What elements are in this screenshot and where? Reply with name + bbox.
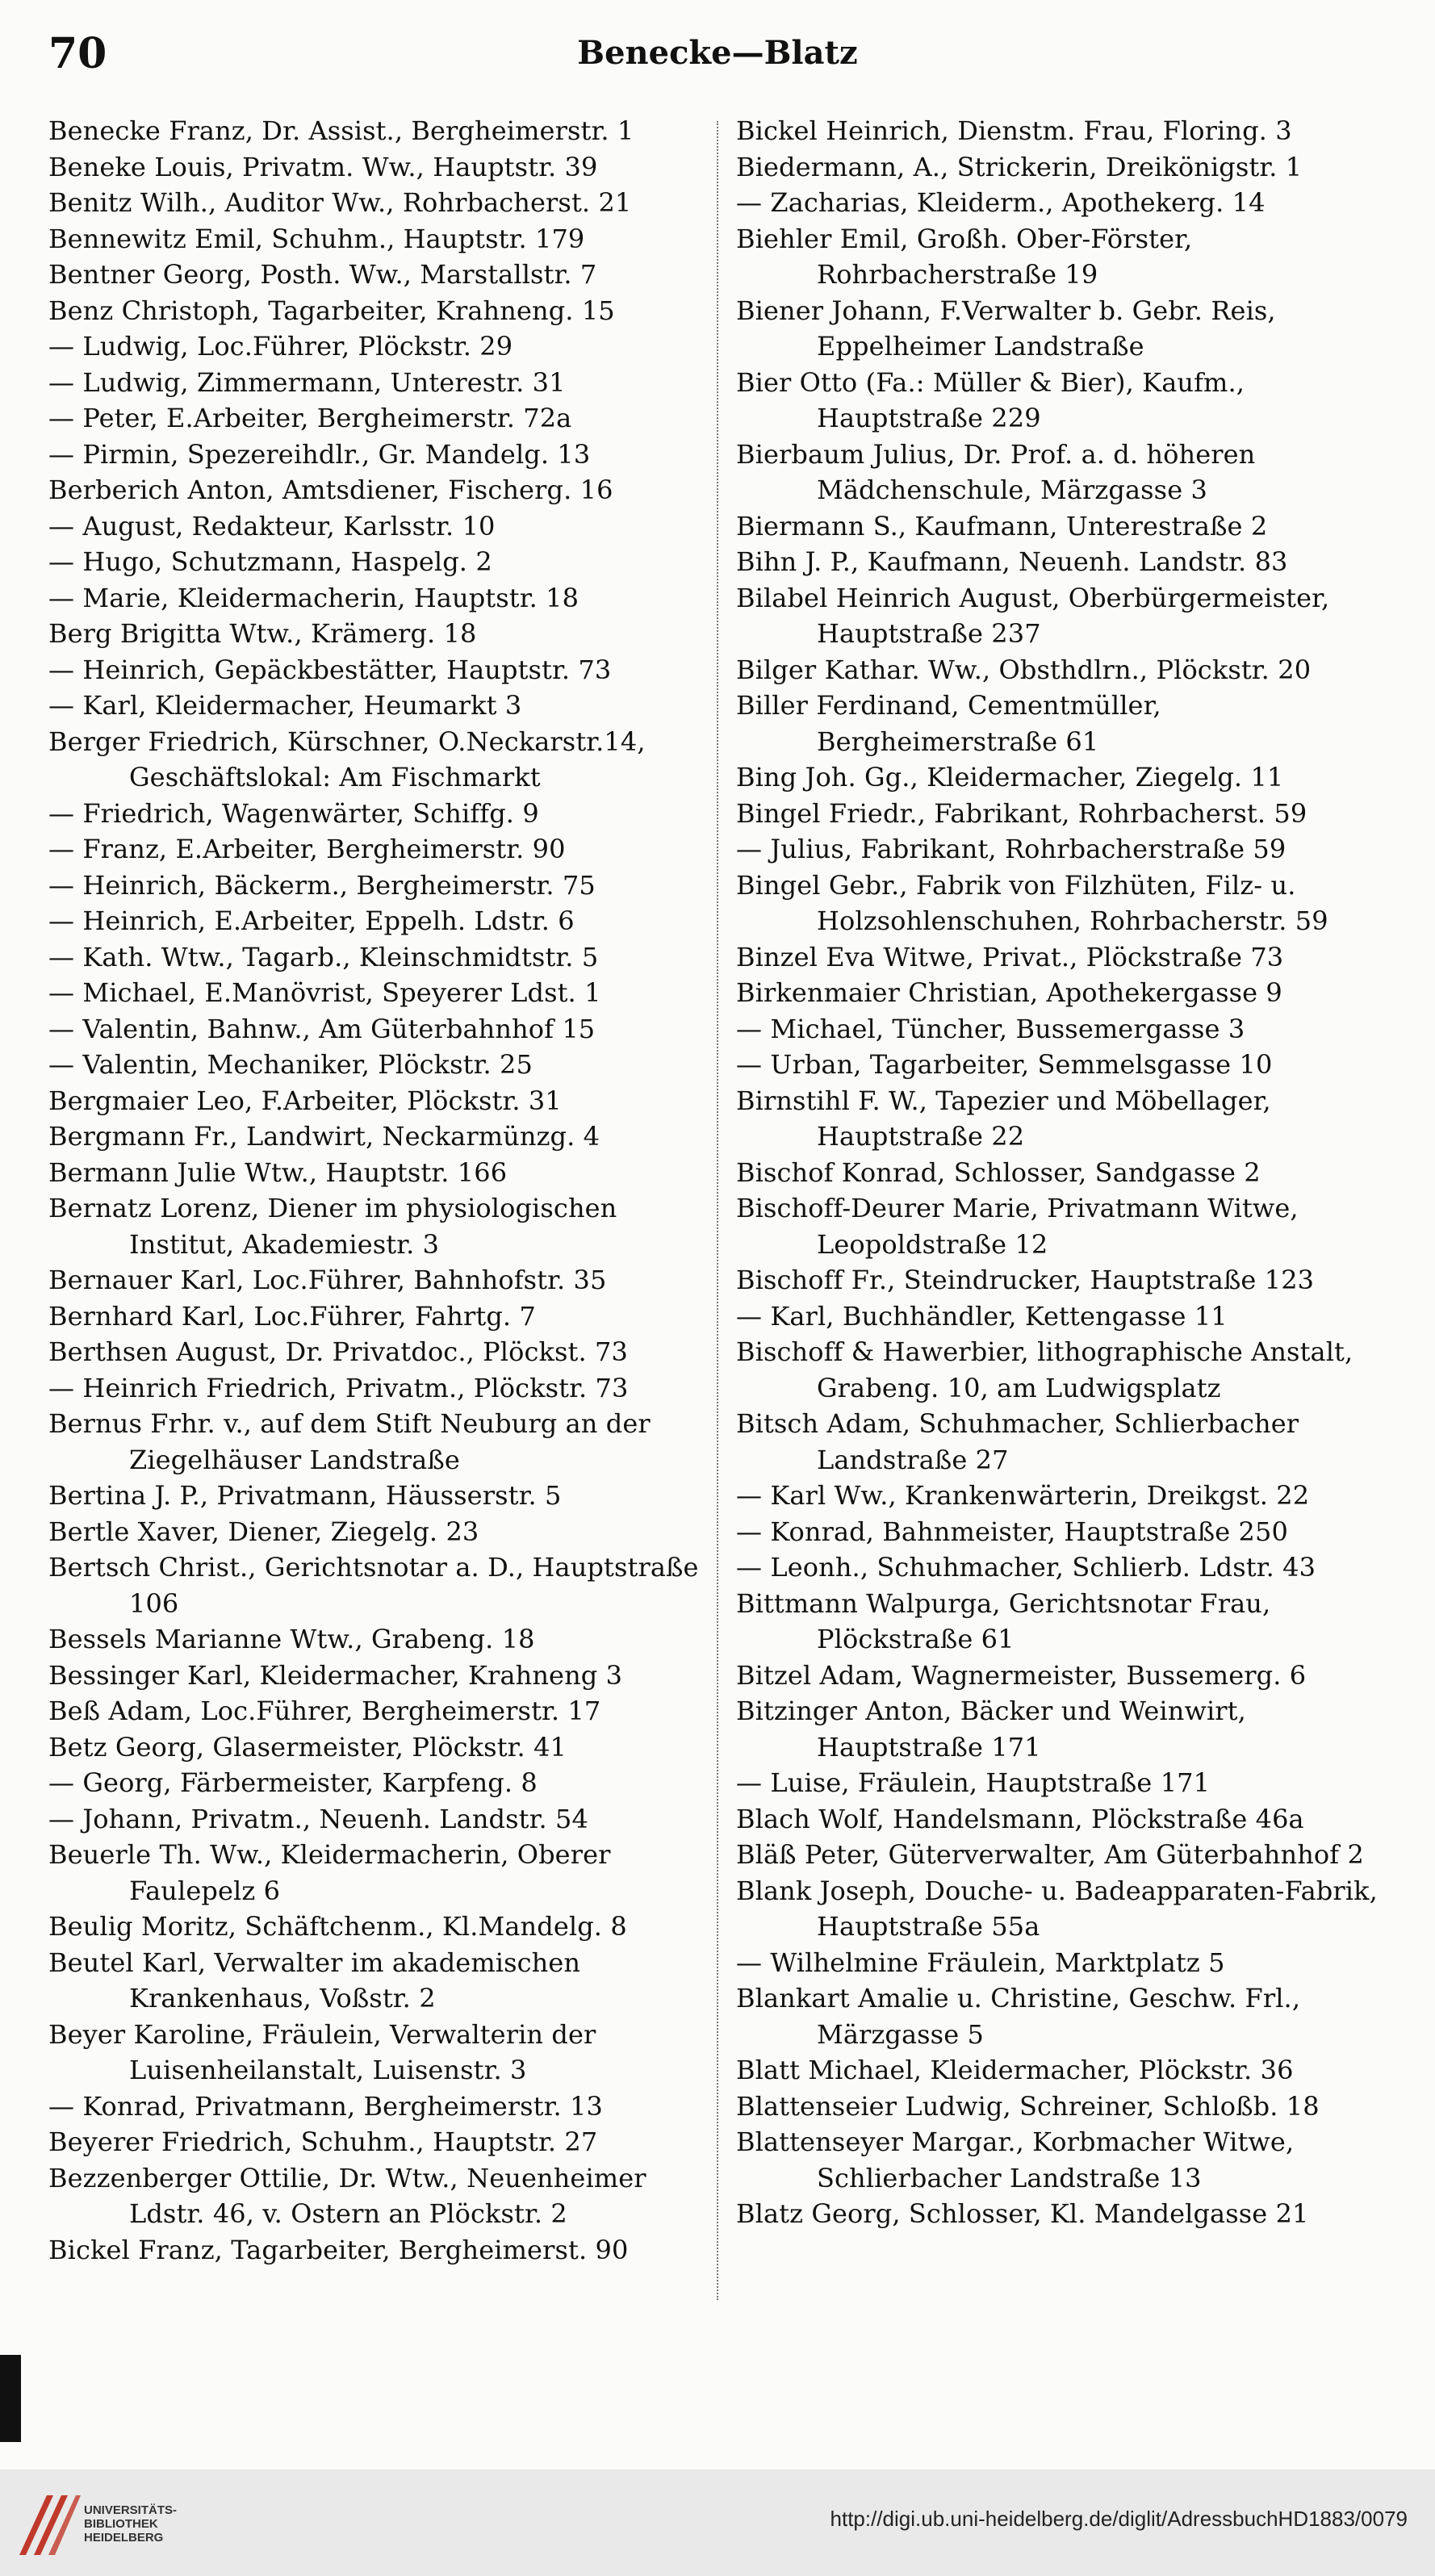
directory-entry: Benitz Wilh., Auditor Ww., Rohrbacherst. 21 xyxy=(48,187,632,218)
directory-entry: — Karl, Buchhändler, Kettengasse 11 xyxy=(736,1300,1228,1332)
directory-entry: Bessinger Karl, Kleidermacher, Krahneng 3 xyxy=(48,1659,623,1691)
directory-entry: Bickel Franz, Tagarbeiter, Bergheimerst. 90 xyxy=(48,2234,629,2265)
directory-entry: Binzel Eva Witwe, Privat., Plöckstraße 73 xyxy=(736,941,1284,972)
directory-entry: Bingel Friedr., Fabrikant, Rohrbacherst. 59 xyxy=(736,797,1307,829)
directory-entry: — Konrad, Privatmann, Bergheimerstr. 13 xyxy=(48,2090,603,2122)
directory-entry: — Friedrich, Wagenwärter, Schiffg. 9 xyxy=(48,797,539,829)
ub-heidelberg-logo-icon[interactable] xyxy=(15,2487,81,2560)
directory-entry: Birkenmaier Christian, Apothekergasse 9 xyxy=(736,977,1282,1008)
directory-entry: Beß Adam, Loc.Führer, Bergheimerstr. 17 xyxy=(48,1696,601,1726)
directory-entry: Bihn J. P., Kaufmann, Neuenh. Landstr. 83 xyxy=(736,546,1288,577)
directory-entry: Bilger Kathar. Ww., Obsthdlrn., Plöckstr. 20 xyxy=(736,654,1312,685)
directory-entry: Beuerle Th. Ww., Kleidermacherin, Oberer Faulepelz 6 xyxy=(48,1839,611,1906)
directory-entry: Benz Christoph, Tagarbeiter, Krahneng. 15 xyxy=(48,295,615,326)
directory-entry: — Urban, Tagarbeiter, Semmelsgasse 10 xyxy=(736,1049,1273,1080)
directory-entry: Bessels Marianne Wtw., Grabeng. 18 xyxy=(48,1624,535,1654)
directory-entry: Berberich Anton, Amtsdiener, Fischerg. 16 xyxy=(48,475,613,505)
directory-entry: Berg Brigitta Wtw., Krämerg. 18 xyxy=(48,618,477,649)
directory-entry: — Konrad, Bahnmeister, Hauptstraße 250 xyxy=(736,1516,1288,1547)
directory-entry: Bertina J. P., Privatmann, Häusserstr. 5 xyxy=(48,1480,562,1511)
library-name-line2: BIBLIOTHEK xyxy=(84,2517,158,2531)
directory-entry: Beutel Karl, Verwalter im akademischen Krankenhaus, Voßstr. 2 xyxy=(48,1947,581,2014)
directory-entry: Biller Ferdinand, Cementmüller, Bergheimerstraße 61 xyxy=(736,690,1161,757)
directory-entry: Bittmann Walpurga, Gerichtsnotar Frau, Plöckstraße 61 xyxy=(736,1587,1271,1654)
directory-entry: Bernus Frhr. v., auf dem Stift Neuburg an der Ziegelhäuser Landstraße xyxy=(48,1408,651,1475)
directory-entry: Bing Joh. Gg., Kleidermacher, Ziegelg. 11 xyxy=(736,762,1284,792)
left-column xyxy=(48,113,702,2268)
directory-entry: Bennewitz Emil, Schuhm., Hauptstr. 179 xyxy=(48,223,585,254)
page-header xyxy=(48,23,1387,87)
directory-entry: — Heinrich Friedrich, Privatm., Plöckstr. 73 xyxy=(48,1372,629,1403)
directory-entry: — Karl, Kleidermacher, Heumarkt 3 xyxy=(48,690,522,721)
directory-entry: — Ludwig, Zimmermann, Unterestr. 31 xyxy=(48,366,566,398)
directory-entry: — Ludwig, Loc.Führer, Plöckstr. 29 xyxy=(48,331,513,362)
running-head: Benecke—Blatz xyxy=(577,34,858,72)
directory-entry: — Luise, Fräulein, Hauptstraße 171 xyxy=(736,1767,1211,1798)
directory-entry: Bierbaum Julius, Dr. Prof. a. d. höheren Mädchenschule, Märzgasse 3 xyxy=(736,438,1256,505)
directory-entry: — Kath. Wtw., Tagarb., Kleinschmidtstr. 5 xyxy=(48,941,599,972)
directory-entry: Bitzel Adam, Wagnermeister, Bussemerg. 6 xyxy=(736,1659,1307,1691)
library-name-line1: UNIVERSITÄTS- xyxy=(84,2503,178,2517)
directory-entry: Bergmann Fr., Landwirt, Neckarmünzg. 4 xyxy=(48,1121,600,1152)
directory-entry: Bier Otto (Fa.: Müller & Bier), Kaufm., Hauptstraße 229 xyxy=(736,366,1245,433)
directory-entry: Bitsch Adam, Schuhmacher, Schlierbacher Landstraße 27 xyxy=(736,1408,1299,1475)
directory-entry: Biermann S., Kaufmann, Unterestraße 2 xyxy=(736,510,1268,542)
directory-entry: Berthsen August, Dr. Privatdoc., Plöckst. 73 xyxy=(48,1336,628,1367)
directory-entry: — Franz, E.Arbeiter, Bergheimerstr. 90 xyxy=(48,834,566,864)
column-divider xyxy=(717,121,718,2300)
directory-entry: — Valentin, Mechaniker, Plöckstr. 25 xyxy=(48,1049,533,1080)
directory-entry: — Leonh., Schuhmacher, Schlierb. Ldstr. 43 xyxy=(736,1552,1316,1583)
directory-entry: Bläß Peter, Güterverwalter, Am Güterbahnhof 2 xyxy=(736,1839,1364,1870)
permalink-url[interactable]: http://digi.ub.uni-heidelberg.de/diglit/AdressbuchHD1883/0079 xyxy=(830,2507,1408,2531)
directory-entry: Blank Joseph, Douche- u. Badeapparaten-Fabrik, Hauptstraße 55a xyxy=(736,1875,1378,1942)
directory-entry: — Wilhelmine Fräulein, Marktplatz 5 xyxy=(736,1947,1225,1978)
directory-entry: Bischoff Fr., Steindrucker, Hauptstraße 123 xyxy=(736,1265,1315,1295)
directory-entry: — Georg, Färbermeister, Karpfeng. 8 xyxy=(48,1767,538,1798)
directory-entry: Bischof Konrad, Schlosser, Sandgasse 2 xyxy=(736,1156,1261,1188)
directory-entry: — Peter, E.Arbeiter, Bergheimerstr. 72a xyxy=(48,403,572,433)
directory-entry: Biedermann, A., Strickerin, Dreikönigstr. 1 xyxy=(736,151,1303,182)
directory-entry: Bernauer Karl, Loc.Führer, Bahnhofstr. 35 xyxy=(48,1265,607,1295)
directory-entry: — Julius, Fabrikant, Rohrbacherstraße 59 xyxy=(736,834,1286,864)
directory-entry: Blattenseier Ludwig, Schreiner, Schloßb. 18 xyxy=(736,2090,1320,2122)
margin-mark xyxy=(0,2355,21,2442)
directory-entry: Betz Georg, Glasermeister, Plöckstr. 41 xyxy=(48,1731,567,1763)
directory-entry: — Pirmin, Spezereihdlr., Gr. Mandelg. 13 xyxy=(48,438,591,470)
directory-entry: — Karl Ww., Krankenwärterin, Dreikgst. 22 xyxy=(736,1480,1310,1511)
library-name xyxy=(84,2503,177,2545)
directory-entry: — Heinrich, Gepäckbestätter, Hauptstr. 73 xyxy=(48,654,612,685)
directory-entry: Bitzinger Anton, Bäcker und Weinwirt, Hauptstraße 171 xyxy=(736,1696,1246,1763)
directory-entry: — Michael, Tüncher, Bussemergasse 3 xyxy=(736,1013,1245,1044)
directory-entry: Beneke Louis, Privatm. Ww., Hauptstr. 39 xyxy=(48,151,598,182)
directory-entry: Bermann Julie Wtw., Hauptstr. 166 xyxy=(48,1156,508,1188)
directory-entry: — Heinrich, E.Arbeiter, Eppelh. Ldstr. 6 xyxy=(48,905,575,936)
directory-entry: Bertle Xaver, Diener, Ziegelg. 23 xyxy=(48,1516,479,1547)
right-column xyxy=(736,113,1390,2232)
viewer-footer xyxy=(0,2469,1435,2576)
directory-entry: Bezzenberger Ottilie, Dr. Wtw., Neuenheimer Ldstr. 46, v. Ostern an Plöckstr. 2 xyxy=(48,2162,646,2229)
directory-entry: — August, Redakteur, Karlsstr. 10 xyxy=(48,510,496,542)
directory-entry: Biener Johann, F.Verwalter b. Gebr. Reis, Eppelheimer Landstraße xyxy=(736,295,1276,362)
directory-entry: Beulig Moritz, Schäftchenm., Kl.Mandelg. 8 xyxy=(48,1911,627,1942)
directory-entry: Bischoff & Hawerbier, lithographische Anstalt, Grabeng. 10, am Ludwigsplatz xyxy=(736,1336,1353,1403)
library-name-line3: HEIDELBERG xyxy=(84,2531,164,2545)
directory-entry: Biehler Emil, Großh. Ober-Förster, Rohrbacherstraße 19 xyxy=(736,223,1193,290)
directory-entry: Blankart Amalie u. Christine, Geschw. Frl., Märzgasse 5 xyxy=(736,1983,1301,2050)
directory-entry: — Zacharias, Kleiderm., Apothekerg. 14 xyxy=(736,187,1266,218)
page-number: 70 xyxy=(48,29,107,78)
directory-entry: Blatt Michael, Kleidermacher, Plöckstr. 36 xyxy=(736,2055,1294,2085)
directory-entry: Benecke Franz, Dr. Assist., Bergheimerstr. 1 xyxy=(48,115,634,146)
directory-entry: Bergmaier Leo, F.Arbeiter, Plöckstr. 31 xyxy=(48,1085,562,1116)
directory-entry: Bilabel Heinrich August, Oberbürgermeister, Hauptstraße 237 xyxy=(736,582,1330,649)
directory-entry: Bickel Heinrich, Dienstm. Frau, Floring. 3 xyxy=(736,115,1292,146)
directory-entry: Beyerer Friedrich, Schuhm., Hauptstr. 27 xyxy=(48,2126,598,2157)
directory-entry: Bentner Georg, Posth. Ww., Marstallstr. 7 xyxy=(48,259,597,290)
directory-columns xyxy=(48,113,1396,2316)
directory-entry: Berger Friedrich, Kürschner, O.Neckarstr.14, Geschäftslokal: Am Fischmarkt xyxy=(48,726,646,792)
directory-entry: Blatz Georg, Schlosser, Kl. Mandelgasse 21 xyxy=(736,2198,1309,2229)
directory-entry: Bertsch Christ., Gerichtsnotar a. D., Hauptstraße 106 xyxy=(48,1552,699,1619)
directory-entry: — Michael, E.Manövrist, Speyerer Ldst. 1 xyxy=(48,977,601,1008)
directory-entry: Blattenseyer Margar., Korbmacher Witwe, Schlierbacher Landstraße 13 xyxy=(736,2126,1295,2193)
directory-entry: — Hugo, Schutzmann, Haspelg. 2 xyxy=(48,546,492,577)
directory-entry: Bernatz Lorenz, Diener im physiologischen Institut, Akademiestr. 3 xyxy=(48,1193,617,1260)
directory-entry: Bischoff-Deurer Marie, Privatmann Witwe, Leopoldstraße 12 xyxy=(736,1193,1299,1260)
directory-entry: Blach Wolf, Handelsmann, Plöckstraße 46a xyxy=(736,1803,1304,1834)
directory-entry: Bernhard Karl, Loc.Führer, Fahrtg. 7 xyxy=(48,1300,536,1332)
directory-entry: Birnstihl F. W., Tapezier und Möbellager, Hauptstraße 22 xyxy=(736,1085,1271,1152)
directory-entry: — Valentin, Bahnw., Am Güterbahnhof 15 xyxy=(48,1013,596,1044)
directory-entry: — Johann, Privatm., Neuenh. Landstr. 54 xyxy=(48,1803,588,1834)
directory-entry: — Marie, Kleidermacherin, Hauptstr. 18 xyxy=(48,582,579,613)
directory-entry: Bingel Gebr., Fabrik von Filzhüten, Filz- u. Holzsohlenschuhen, Rohrbacherstr. 59 xyxy=(736,869,1328,936)
directory-entry: Beyer Karoline, Fräulein, Verwalterin der Luisenheilanstalt, Luisenstr. 3 xyxy=(48,2018,596,2085)
directory-entry: — Heinrich, Bäckerm., Bergheimerstr. 75 xyxy=(48,869,596,901)
